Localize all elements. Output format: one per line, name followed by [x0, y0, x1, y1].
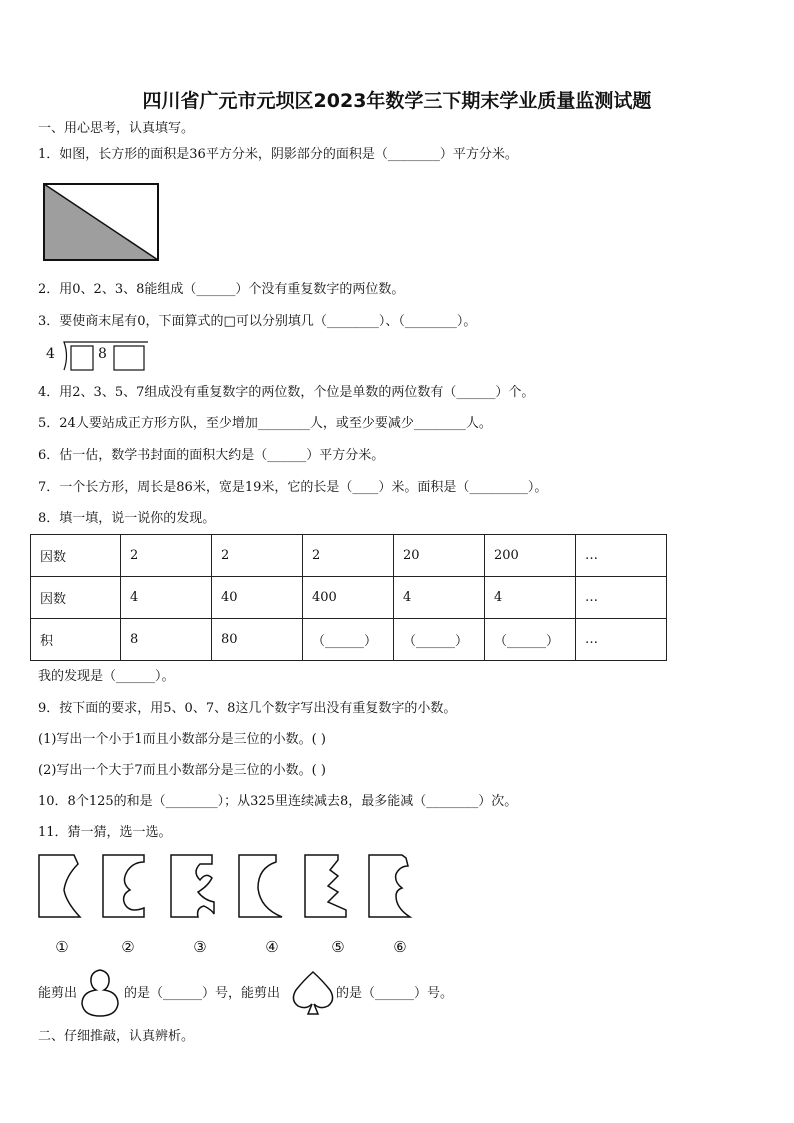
shape-label-2: ②: [121, 938, 135, 956]
table-cell: …: [576, 535, 667, 577]
shape-label-5: ⑤: [331, 938, 345, 956]
question-8: 8．填一填，说一说你的发现。: [38, 511, 216, 526]
table-cell: 2: [121, 535, 212, 577]
question-10: 10．8个125的和是（________）；从325里连续减去8，最多能减（________）次。: [38, 794, 518, 809]
question-3: 3．要使商末尾有0，下面算式的□可以分别填几（________）、（________）。: [38, 314, 477, 329]
paper-cut-shape-2: [100, 852, 148, 920]
dividend-digit: 8: [98, 346, 107, 362]
question-11-answer-c: 的是（______）号。: [336, 986, 454, 1001]
question-11-answer-b: 的是（______）号，能剪出: [124, 986, 281, 1001]
table-cell: 80: [212, 619, 303, 661]
table-cell: 积: [31, 619, 121, 661]
table-cell: 8: [121, 619, 212, 661]
table-row: [31, 619, 667, 661]
section-2-heading: 二、仔细推敲，认真辨析。: [38, 1029, 195, 1044]
gourd-shape-icon: [78, 968, 122, 1018]
question-8-table: [30, 534, 667, 661]
divisor: 4: [46, 346, 55, 362]
question-2: 2．用0、2、3、8能组成（______）个没有重复数字的两位数。: [38, 282, 405, 297]
table-cell: 400: [303, 577, 394, 619]
question-1: 1．如图，长方形的面积是36平方分米，阴影部分的面积是（________）平方分米。: [38, 147, 518, 162]
paper-cut-shape-4: [236, 852, 286, 920]
table-cell: 4: [485, 577, 576, 619]
paper-cut-shape-1: [36, 852, 84, 920]
question-9-part-2: (2)写出一个大于7而且小数部分是三位的小数。( ): [38, 763, 326, 778]
question-4: 4．用2、3、5、7组成没有重复数字的两位数，个位是单数的两位数有（______）个。: [38, 385, 535, 400]
spade-shape-icon: [290, 968, 336, 1018]
shape-label-1: ①: [55, 938, 69, 956]
table-cell: 4: [121, 577, 212, 619]
table-cell: （______）: [485, 619, 576, 661]
question-7: 7．一个长方形，周长是86米，宽是19米，它的长是（____）米。面积是（_________）。: [38, 480, 548, 495]
question-9: 9．按下面的要求，用5、0、7、8这几个数字写出没有重复数字的小数。: [38, 701, 457, 716]
table-cell: …: [576, 619, 667, 661]
table-cell: （______）: [303, 619, 394, 661]
table-cell: （______）: [394, 619, 485, 661]
section-1-heading: 一、用心思考，认真填写。: [38, 121, 195, 136]
shape-label-3: ③: [193, 938, 207, 956]
table-cell: 200: [485, 535, 576, 577]
table-cell: 20: [394, 535, 485, 577]
paper-cut-shape-5: [302, 852, 350, 920]
question-11: 11．猜一猜，选一选。: [38, 825, 172, 840]
shape-label-6: ⑥: [393, 938, 407, 956]
table-cell: 因数: [31, 577, 121, 619]
table-cell: 因数: [31, 535, 121, 577]
question-6: 6．估一估，数学书封面的面积大约是（______）平方分米。: [38, 448, 385, 463]
shape-label-4: ④: [265, 938, 279, 956]
table-cell: …: [576, 577, 667, 619]
paper-cut-shape-6: [366, 852, 414, 920]
question-1-rectangle-figure: [42, 182, 160, 262]
page-title: 四川省广元市元坝区2023年数学三下期末学业质量监测试题: [142, 90, 652, 112]
table-row: [31, 535, 667, 577]
table-row: [31, 577, 667, 619]
question-9-part-1: (1)写出一个小于1而且小数部分是三位的小数。( ): [38, 732, 326, 747]
table-cell: 2: [212, 535, 303, 577]
question-11-answer-a: 能剪出: [38, 986, 78, 1001]
paper-cut-shape-3: [168, 852, 218, 920]
question-8-finding: 我的发现是（______）。: [38, 669, 175, 684]
table-cell: 4: [394, 577, 485, 619]
table-cell: 2: [303, 535, 394, 577]
table-cell: 40: [212, 577, 303, 619]
question-5: 5．24人要站成正方形方队，至少增加________人，或至少要减少________人。: [38, 416, 492, 431]
question-3-division-figure: [42, 340, 152, 374]
